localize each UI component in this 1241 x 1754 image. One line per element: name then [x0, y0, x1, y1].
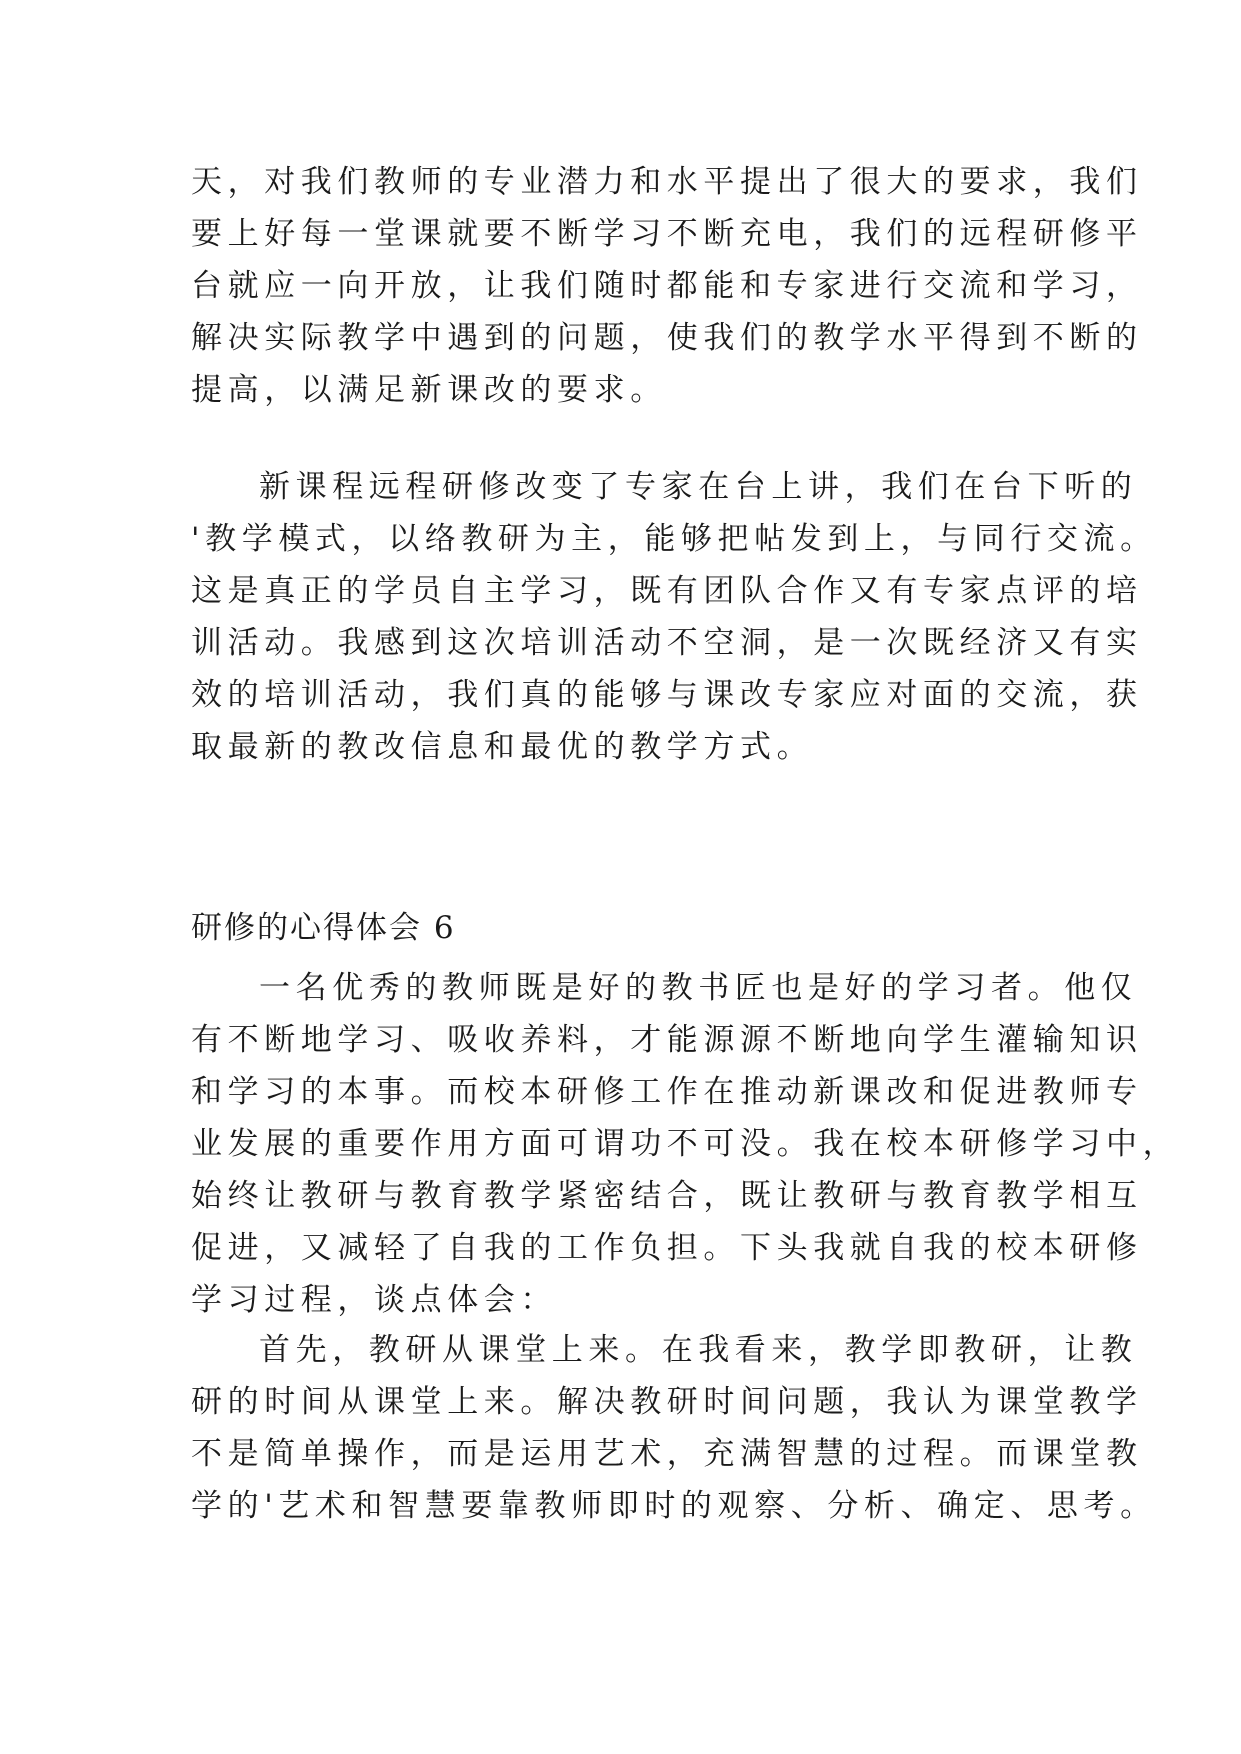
paragraph-2 [191, 461, 1157, 773]
paragraph-line: 学习过程，谈点体会： [191, 1282, 557, 1318]
paragraph-line: 提高，以满足新课改的要求。 [191, 372, 667, 408]
paragraph-line: 有不断地学习、吸收养料，才能源源不断地向学生灌输知识 [191, 1022, 1143, 1058]
paragraph-line: 天，对我们教师的专业潜力和水平提出了很大的要求，我们 [191, 164, 1143, 200]
paragraph-line: 训活动。我感到这次培训活动不空洞，是一次既经济又有实 [191, 625, 1143, 661]
paragraph-line: 和学习的本事。而校本研修工作在推动新课改和促进教师专 [191, 1074, 1143, 1110]
paragraph-line: 业发展的重要作用方面可谓功不可没。我在校本研修学习中， [191, 1126, 1180, 1162]
paragraph-line: 效的培训活动，我们真的能够与课改专家应对面的交流，获 [191, 677, 1143, 713]
paragraph-line: 首先，教研从课堂上来。在我看来，教学即教研，让教 [259, 1332, 1138, 1368]
paragraph-line: 这是真正的学员自主学习，既有团队合作又有专家点评的培 [191, 573, 1143, 609]
paragraph-line: 台就应一向开放，让我们随时都能和专家进行交流和学习， [191, 268, 1143, 304]
paragraph-3 [191, 962, 1180, 1326]
paragraph-line: 一名优秀的教师既是好的教书匠也是好的学习者。他仅 [259, 970, 1138, 1006]
paragraph-1 [191, 156, 1143, 416]
paragraph-line: 取最新的教改信息和最优的教学方式。 [191, 729, 814, 765]
paragraph-line: 要上好每一堂课就要不断学习不断充电，我们的远程研修平 [191, 216, 1143, 252]
paragraph-4 [191, 1324, 1157, 1532]
paragraph-line: 不是简单操作，而是运用艺术，充满智慧的过程。而课堂教 [191, 1436, 1143, 1472]
section-heading: 研修的心得体会 6 [191, 910, 456, 946]
paragraph-line: 促进，又减轻了自我的工作负担。下头我就自我的校本研修 [191, 1230, 1143, 1266]
paragraph-line: 始终让教研与教育教学紧密结合，既让教研与教育教学相互 [191, 1178, 1143, 1214]
paragraph-line: 新课程远程研修改变了专家在台上讲，我们在台下听的 [259, 469, 1138, 505]
paragraph-line: 研的时间从课堂上来。解决教研时间问题，我认为课堂教学 [191, 1384, 1143, 1420]
paragraph-line: 学的'艺术和智慧要靠教师即时的观察、分析、确定、思考。 [191, 1488, 1157, 1524]
paragraph-line: 解决实际教学中遇到的问题，使我们的教学水平得到不断的 [191, 320, 1143, 356]
paragraph-line: '教学模式，以络教研为主，能够把帖发到上，与同行交流。 [191, 521, 1157, 557]
